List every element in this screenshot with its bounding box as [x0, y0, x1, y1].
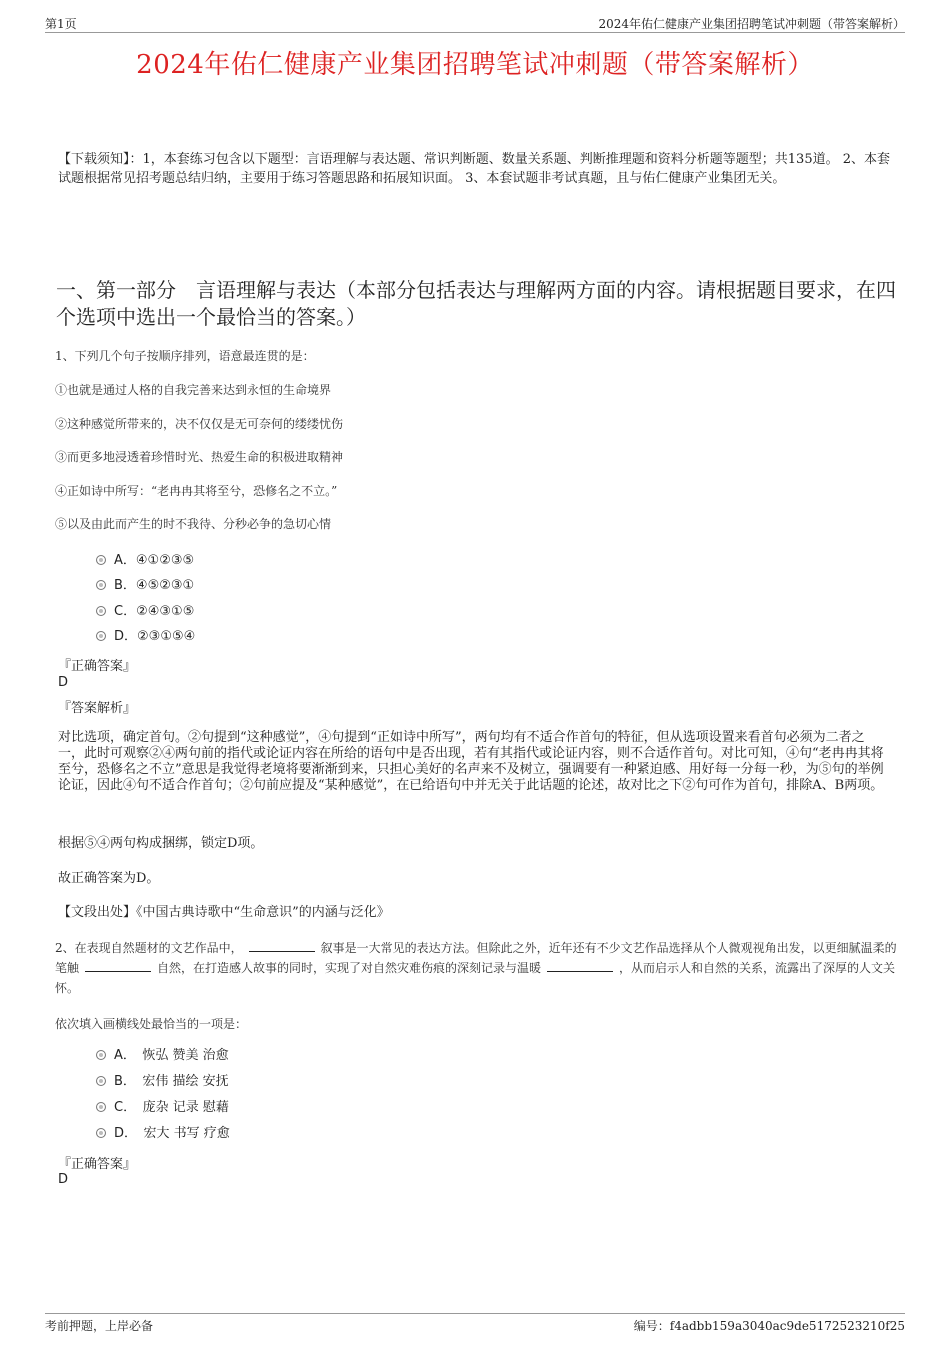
q1-option-a[interactable] — [96, 552, 194, 570]
q1-analysis-paragraph: 故正确答案为D。 — [58, 871, 160, 886]
option-label: A． 恢弘 赞美 治愈 — [114, 1048, 229, 1063]
footer-serial: 编号：f4adbb159a3040ac9de5172523210f25 — [633, 1319, 905, 1333]
q2-answer-label: 『正确答案』 — [58, 1157, 137, 1172]
radio-icon[interactable] — [96, 1050, 106, 1060]
q2-stem-part: 自然，在打造感人故事的同时，实现了对自然灾难伤痕的深刻记录与温暖 — [157, 961, 542, 975]
q2-instruction: 依次填入画横线处最恰当的一项是： — [55, 1017, 248, 1031]
radio-icon[interactable] — [96, 1128, 106, 1138]
q2-option-c[interactable] — [96, 1099, 229, 1117]
q2-stem-part: ，从而启示人和自然的关系，流露出了深厚的人文关怀。 — [55, 961, 896, 995]
q2-stem-part: 叙事是一大常见的表达方法。但除此之外，近年还有不少文艺作品选择从个人微观视角出发，以更细腻温柔的笔触 — [55, 941, 897, 975]
radio-icon[interactable] — [96, 631, 106, 641]
option-label: D． 宏大 书写 疗愈 — [114, 1126, 230, 1141]
q1-analysis-label: 『答案解析』 — [58, 701, 137, 716]
q2-option-d[interactable] — [96, 1125, 230, 1143]
option-label: C． 庞杂 记录 慰藉 — [114, 1100, 229, 1115]
q2-option-b[interactable] — [96, 1073, 229, 1091]
fill-blank[interactable] — [547, 959, 613, 972]
option-label: C．②④③①⑤ — [114, 604, 195, 619]
q1-option-b[interactable] — [96, 577, 194, 595]
q1-sentence: ④正如诗中所写：“老冉冉其将至兮，恐修名之不立。” — [55, 484, 338, 498]
fill-blank[interactable] — [85, 959, 151, 972]
q1-answer-label: 『正确答案』 — [58, 659, 137, 674]
q1-sentence: ②这种感觉所带来的，决不仅仅是无可奈何的缕缕忧伤 — [55, 417, 344, 431]
q2-stem — [55, 938, 900, 998]
footer-slogan: 考前押题，上岸必备 — [45, 1319, 154, 1333]
option-label: D．②③①⑤④ — [114, 629, 196, 644]
option-label: B． 宏伟 描绘 安抚 — [114, 1074, 229, 1089]
radio-icon[interactable] — [96, 606, 106, 616]
q1-analysis-paragraph: 根据⑤④两句构成捆绑，锁定D项。 — [58, 836, 264, 851]
option-label: A．④①②③⑤ — [114, 553, 195, 568]
fill-blank[interactable] — [249, 939, 315, 952]
radio-icon[interactable] — [96, 1102, 106, 1112]
q1-stem: 1、下列几个句子按顺序排列，语意最连贯的是： — [55, 349, 315, 363]
section-heading: 一、第一部分 言语理解与表达（本部分包括表达与理解两方面的内容。请根据题目要求，在四个选项中选出一个最恰当的答案。） — [56, 278, 896, 329]
q1-option-d[interactable] — [96, 628, 195, 646]
page-header — [45, 12, 905, 33]
radio-icon[interactable] — [96, 580, 106, 590]
q1-analysis-paragraph: 对比选项，确定首句。②句提到“这种感觉”，④句提到“正如诗中所写”，两句均有不适合作首句的特征，但从选项设置来看首句必须为二者之一，此时可观察②④两句前的指代或论证内容在所给的语句中是否出现，若有其指代或论证内容，则不合适作首句。对比可知，④句“老冉冉其将至兮，恐修名之不立”意思是我觉得老境将要渐渐到来，只担心美好的名声来不及树立，强调要有一种紧迫感、用好每一分每一秒，为⑤句的举例论证，因此④句不适合作首句；②句前应提及“某种感觉”，在已给语句中并无关于此话题的论述，故对比之下②句可作为首句，排除A、B两项。 — [58, 730, 884, 793]
q1-sentence: ①也就是通过人格的自我完善来达到永恒的生命境界 — [55, 383, 332, 397]
q1-sentence: ③而更多地浸透着珍惜时光、热爱生命的积极进取精神 — [55, 450, 344, 464]
q1-answer: D — [58, 675, 69, 690]
header-doc-title: 2024年佑仁健康产业集团招聘笔试冲刺题（带答案解析） — [598, 17, 905, 31]
q1-sentence: ⑤以及由此而产生的时不我待、分秒必争的急切心情 — [55, 517, 332, 531]
q1-option-c[interactable] — [96, 603, 194, 621]
page-number: 第1页 — [45, 17, 77, 31]
q2-answer: D — [58, 1172, 69, 1187]
radio-icon[interactable] — [96, 1076, 106, 1086]
q2-stem-part: 2、在表现自然题材的文艺作品中， — [55, 941, 243, 955]
page-footer — [45, 1313, 905, 1334]
q2-option-a[interactable] — [96, 1047, 229, 1065]
download-notice: 【下载须知】：1，本套练习包含以下题型：言语理解与表达题、常识判断题、数量关系题、判断推理题和资料分析题等题型；共135道。 2、本套试题根据常见招考题总结归纳，主要用于练习答题思路和拓展知识面。 3、本套试题非考试真题，且与佑仁健康产业集团无关。 — [58, 152, 890, 186]
option-label: B．④⑤②③① — [114, 578, 195, 593]
radio-icon[interactable] — [96, 555, 106, 565]
page-title: 2024年佑仁健康产业集团招聘笔试冲刺题（带答案解析） — [136, 50, 814, 80]
q1-source: 【文段出处】《中国古典诗歌中“生命意识”的内涵与泛化》 — [58, 905, 390, 920]
